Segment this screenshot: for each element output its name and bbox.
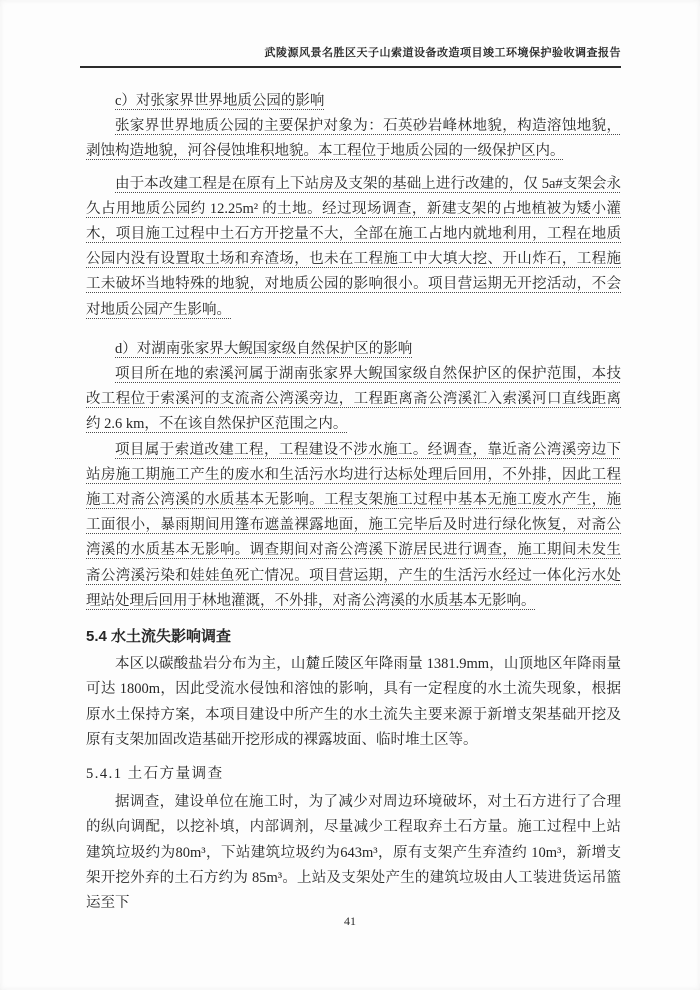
heading-d-nature-reserve [86,337,621,362]
paragraph-text: 张家界世界地质公园的主要保护对象为：石英砂岩峰林地貌，构造溶蚀地貌，剥蚀构造地貌，河谷侵蚀堆积地貌。本工程位于地质公园的一级保护区内。 [86,118,621,160]
heading-c-geopark [86,89,621,114]
heading-c-text: c）对张家界世界地质公园的影响 [115,93,325,109]
heading-5-4-soil-erosion [86,624,621,649]
heading-d-text: d）对湖南张家界大鲵国家级自然保护区的影响 [115,340,413,357]
heading-5-4-1-earthwork [86,762,621,787]
paragraph-text: 本区以碳酸盐岩分布为主，山麓丘陵区年降雨量 1381.9mm，山顶地区年降雨量可达 1800m，因此受流水侵蚀和溶蚀的影响，具有一定程度的水土流失现象，根据原水土保持方案，本项目建设中所产生的水土流失主要来源于新增支架基础开挖及原有支架加固改造基础开挖形成的裸露坡面、临时堆土区等。 [86,656,621,748]
paragraph-text: 由于本改建工程是在原有上下站房及支架的基础上进行改建的，仅 5a#支架会永久占用地质公园约 12.25m² 的土地。经过现场调查，新建支架的占地植被为矮小灌木，项目施工过程中土石方开挖量不大，全部在施工占地内就地利用，工程在地质公园内没有设置取土场和弃渣场，也未在工程施工中大填大挖、开山炸石，工程施工未破坏当地特殊的地貌，对地质公园的影响很小。项目营运期无开挖活动，不会对地质公园产生影响。 [86,175,621,318]
paragraph-geopark-impact [86,172,621,323]
paragraph-geopark-objects [86,114,621,164]
paragraph-text: 项目属于索道改建工程，工程建设不涉水施工。经调查，靠近斋公湾溪旁边下站房施工期施工产生的废水和生活污水均进行达标处理后回用，不外排，因此工程施工对斋公湾溪的水质基本无影响。工程支架施工过程中基本无施工废水产生，施工面很小，暴雨期间用篷布遮盖裸露地面，施工完毕后及时进行绿化恢复，对斋公湾溪的水质基本无影响。调查期间对斋公湾溪下游居民进行调查，施工期间未发生斋公湾溪污染和娃娃鱼死亡情况。项目营运期，产生的生活污水经过一体化污水处理站处理后回用于林地灌溉，不外排，对斋公湾溪的水质基本无影响。 [86,441,621,609]
paragraph-erosion-overview [86,652,621,753]
document-body [86,89,621,916]
paragraph-water-quality [86,438,621,614]
paragraph-earthwork-survey [86,790,621,916]
paragraph-text: 项目所在地的索溪河属于湖南张家界大鲵国家级自然保护区的保护范围，本技改工程位于索溪河的支流斋公湾溪旁边，工程距离斋公湾溪汇入索溪河口直线距离约 2.6 km，不在该自然保护区范围之内。 [86,366,621,433]
paragraph-reserve-location [86,362,621,438]
page-footer [0,914,700,929]
header-title: 武陵源风景名胜区天子山索道设备改造项目竣工环境保护验收调查报告 [264,47,621,59]
paragraph-text: 据调查，建设单位在施工时，为了减少对周边环境破坏，对土石方进行了合理的纵向调配，以挖补填，内部调剂，尽量减少工程取弃土石方量。施工过程中上站建筑垃圾约为80m³，下站建筑垃圾约为643m³，原有支架产生弃渣约 10m³，新增支架开挖外弃的土石方约为 85m³。上站及支架处产生的建筑垃圾由人工装进货运吊篮运至下 [86,794,621,912]
page-header [80,44,621,68]
heading-5-4-1-text: 5.4.1 土石方量调查 [86,766,224,783]
page-number: 41 [344,914,356,928]
heading-5-4-text: 5.4 水土流失影响调查 [86,628,232,646]
